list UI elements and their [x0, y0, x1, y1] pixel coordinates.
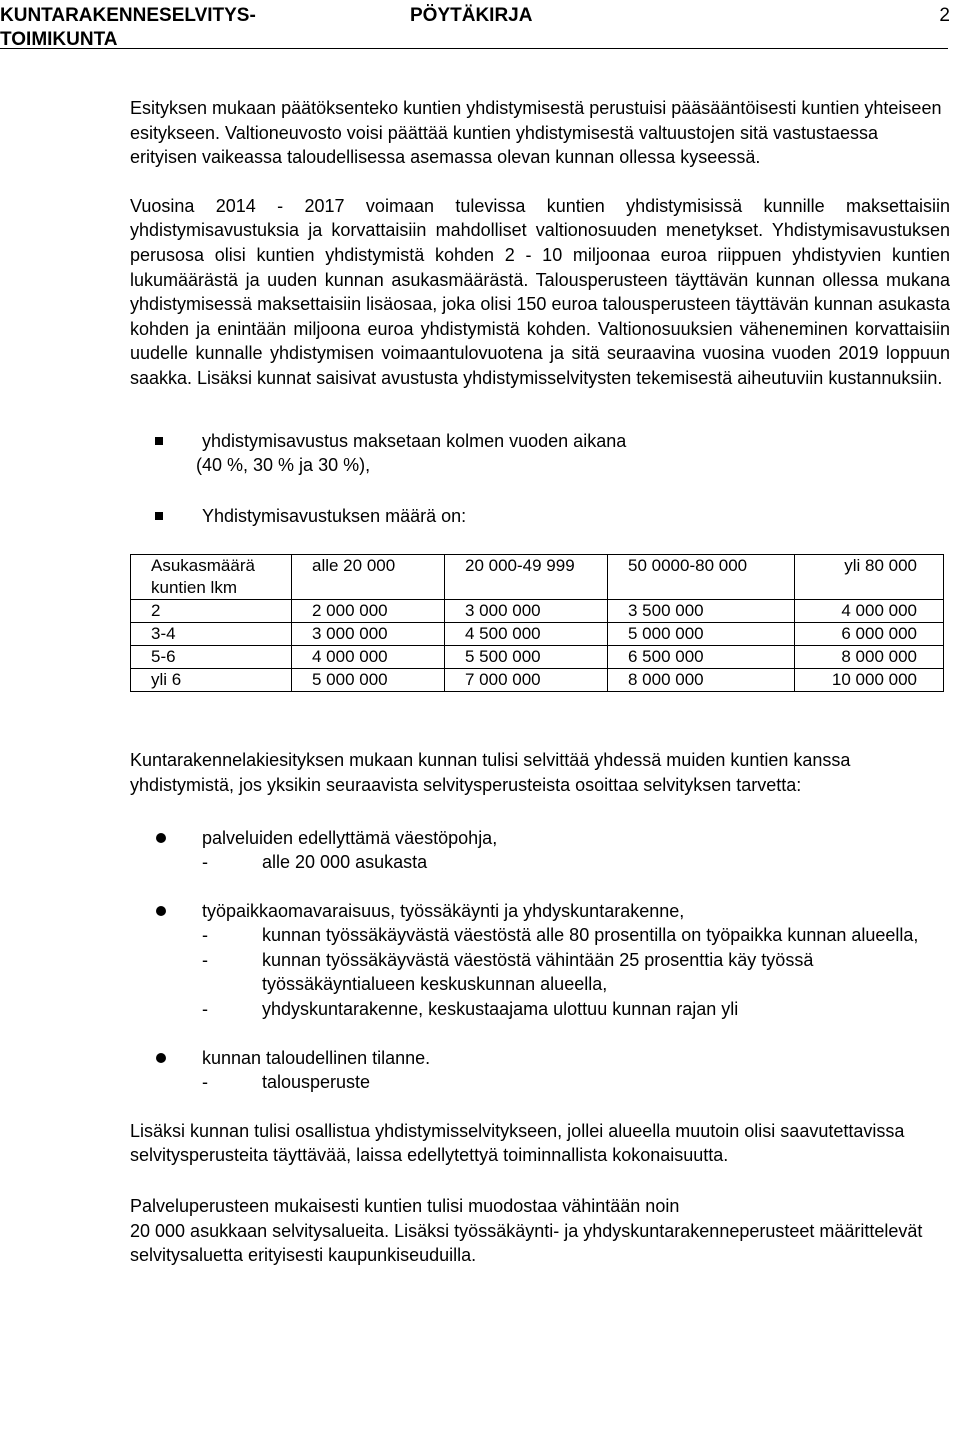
paragraph-survey-criteria: Kuntarakennelakiesityksen mukaan kunnan tulisi selvittää yhdessä muiden kuntien kanssa yhdistymistä, jos yksikin seuraavista selvitysperusteista osoittaa selvityksen tarvetta: — [130, 750, 851, 795]
table-cell: 8 000 000 — [795, 646, 944, 669]
dash-text: kunnan työssäkäyvästä väestöstä alle 80 prosentilla on työpaikka kunnan alueella, — [262, 925, 919, 946]
table-cell-empty — [795, 577, 944, 600]
square-bullet-item — [130, 504, 950, 529]
table-cell: 5 000 000 — [292, 669, 445, 692]
paragraph-line: Palveluperusteen mukaisesti kuntien tulisi muodostaa vähintään noin — [130, 1196, 680, 1217]
paragraph-merger-grants: Vuosina 2014 - 2017 voimaan tulevissa kuntien yhdistymisissä kunnille maksettaisiin yhdistymisavustuksia ja korvattaisiin mahdolliset valtionosuuden menetykset. Yhdistymisavustuksen perusosa olisi kuntien yhdistymistä kohden 2 - 10 miljoonaa euroa riippuen yhdistyvien kuntien lukumäärästä ja uuden kunnan asukasmäärästä. Talousperusteen täyttävän kunnan ollessa mukana yhdistymisessä maksettaisiin lisäosaa, joka olisi 150 euroa talousperusteen täyttävän kunnan asukasta kohden ja enintään miljoona euroa yhdistymistä kohden. Valtionosuuksien väheneminen korvattaisiin uudelle kunnalle yhdistymisen voimaantulovuotena ja sitä seuraavina vuosina vuoden 2019 loppuun saakka. Lisäksi kunnat saisivat avustusta yhdistymisselvitysten tekemisestä aiheutuviin kustannuksiin. — [130, 195, 950, 388]
paragraph-service-basis — [130, 1194, 950, 1268]
dash-icon: - — [202, 949, 208, 970]
table-header-cell: yli 80 000 — [795, 555, 944, 578]
header-rule — [0, 48, 948, 49]
bullet-item — [130, 826, 950, 875]
bullet-item — [130, 899, 950, 1022]
table-cell: 8 000 000 — [608, 669, 795, 692]
table-cell: 10 000 000 — [795, 669, 944, 692]
table-cell: 2 000 000 — [292, 600, 445, 623]
bullet-item — [130, 1046, 950, 1095]
dash-icon: - — [202, 999, 208, 1020]
table-cell: 5-6 — [131, 646, 292, 669]
bullet-title: työpaikkaomavaraisuus, työssäkäynti ja yhdyskuntarakenne, — [202, 900, 685, 921]
dash-text: talousperuste — [262, 1072, 371, 1093]
square-bullet-icon — [155, 512, 163, 520]
bullet-title: kunnan taloudellinen tilanne. — [202, 1047, 431, 1068]
header-org-line1: KUNTARAKENNESELVITYS- — [0, 5, 256, 26]
dash-item — [202, 923, 950, 948]
square-bullet-line: yhdistymisavustus maksetaan kolmen vuoden aikana — [202, 430, 627, 451]
table-cell: 4 500 000 — [445, 623, 608, 646]
table-row — [131, 600, 944, 623]
table-subheader-cell: kuntien lkm — [131, 577, 292, 600]
table-subheader-row — [131, 577, 944, 600]
dash-item — [202, 948, 950, 997]
table-row — [131, 623, 944, 646]
square-bullet-line: (40 %, 30 % ja 30 %), — [196, 455, 371, 476]
dash-icon: - — [202, 852, 208, 873]
table-cell: 3 000 000 — [445, 600, 608, 623]
dash-item — [202, 850, 950, 875]
table-header-cell: 20 000-49 999 — [445, 555, 608, 578]
document-body — [130, 96, 950, 1268]
bullet-dot-icon — [156, 1053, 166, 1063]
table-cell: yli 6 — [131, 669, 292, 692]
table-cell: 2 — [131, 600, 292, 623]
table-cell: 5 500 000 — [445, 646, 608, 669]
paragraph-line: 20 000 asukkaan selvitysalueita. Lisäksi työssäkäynti- ja yhdyskuntarakenneperusteet määrittelevät selvitysaluetta erityisesti kaupunkiseuduilla. — [130, 1220, 923, 1266]
dash-item — [202, 1070, 950, 1095]
header-document-type: PÖYTÄKIRJA — [410, 5, 533, 26]
dash-item — [202, 997, 950, 1022]
table-cell: 6 500 000 — [608, 646, 795, 669]
dash-icon: - — [202, 1072, 208, 1093]
table-cell: 4 000 000 — [292, 646, 445, 669]
dash-text: kunnan työssäkäyvästä väestöstä vähintään 25 prosenttia käy työssä työssäkäyntialueen keskuskunnan alueella, — [262, 949, 814, 995]
table-header-cell: Asukasmäärä — [131, 555, 292, 578]
table-cell: 7 000 000 — [445, 669, 608, 692]
bullet-title: palveluiden edellyttämä väestöpohja, — [202, 827, 498, 848]
table-cell-empty — [608, 577, 795, 600]
grant-amount-table — [130, 554, 944, 692]
table-cell-empty — [445, 577, 608, 600]
table-header-cell: 50 0000-80 000 — [608, 555, 795, 578]
bullet-dot-icon — [156, 906, 166, 916]
header-org-line2: TOIMIKUNTA — [0, 29, 118, 50]
table-cell: 4 000 000 — [795, 600, 944, 623]
header-organization — [0, 4, 256, 52]
square-bullet-item — [130, 429, 950, 478]
dash-text: yhdyskuntarakenne, keskustaajama ulottuu kunnan rajan yli — [262, 999, 739, 1020]
dash-text: alle 20 000 asukasta — [262, 852, 428, 873]
table-cell: 3 500 000 — [608, 600, 795, 623]
page-number: 2 — [939, 5, 950, 26]
page-header — [0, 0, 960, 50]
table-header-cell: alle 20 000 — [292, 555, 445, 578]
table-row — [131, 669, 944, 692]
square-bullet-icon — [155, 437, 163, 445]
bullet-dot-icon — [156, 833, 166, 843]
table-cell: 5 000 000 — [608, 623, 795, 646]
dash-icon: - — [202, 925, 208, 946]
table-cell-empty — [292, 577, 445, 600]
table-cell: 6 000 000 — [795, 623, 944, 646]
table-cell: 3 000 000 — [292, 623, 445, 646]
paragraph-participation: Lisäksi kunnan tulisi osallistua yhdistymisselvitykseen, jollei alueella muutoin olisi saavutettavissa selvitysperusteita täyttävää, laissa edellytettyä toiminnallista kokonaisuutta. — [130, 1120, 905, 1166]
table-cell: 3-4 — [131, 623, 292, 646]
table-header-row — [131, 555, 944, 578]
table-row — [131, 646, 944, 669]
square-bullet-line: Yhdistymisavustuksen määrä on: — [202, 505, 467, 526]
paragraph-decision-making: Esityksen mukaan päätöksenteko kuntien yhdistymisestä perustuisi pääsääntöisesti kuntien yhteiseen esitykseen. Valtioneuvosto voisi päättää kuntien yhdistymisestä valtuustojen sitä vastustaessa erityisen vaikeassa taloudellisessa asemassa olevan kunnan ollessa kyseessä. — [130, 98, 942, 168]
